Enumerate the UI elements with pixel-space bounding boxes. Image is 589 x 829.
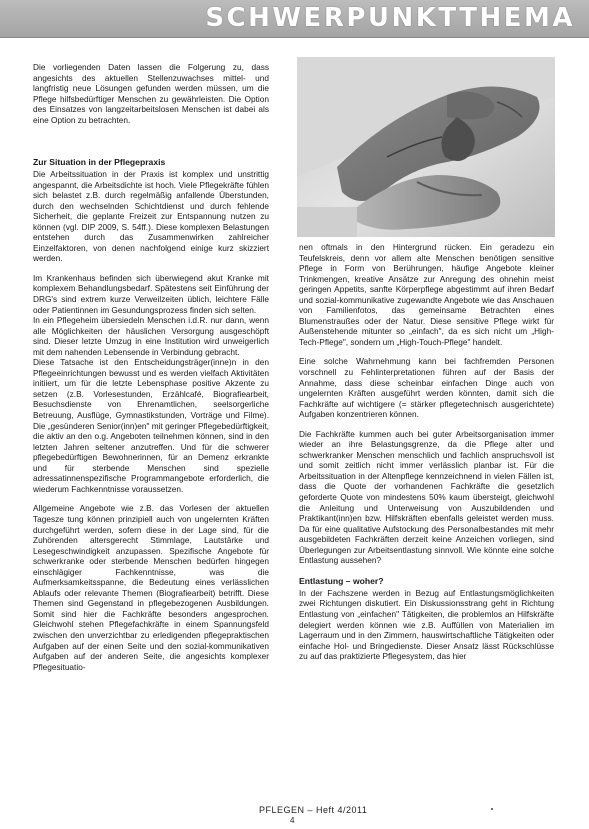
body-paragraph: In der Fachszene werden in Bezug auf Entlastungsmöglichkeiten zwei Richtungen diskutiert. Ein Diskussionsstrang geht in Richtung Entlastung von „einfachen" Tätigkeiten, die problemlos an Hilfskräfte delegiert werden können wie z.B. Auffüllen von Materialien im Lagerraum und in den Zimmern, hauswirtschaftliche Tätigkeiten oder einfache Hol- und Bringedienste. Dieser Ansatz lässt Rückschlüsse zu auf das praktizierte Pflegesystem, das hier: [299, 587, 554, 662]
body-paragraph: Die Fachkräfte kummen auch bei guter Arbeitsorganisation immer wieder an ihre Belastungsgrenze, da die Pflege alter und schwerkranker Menschen menschlich und fachlich anspruchsvoll ist und somit zeitlich nicht immer verlässlich planbar ist. Für die Arbeitssituation in der Altenpflege kennzeichnend in vielen Fällen ist, dass die Quote der vorhandenen Fachkräfte die gesetzlich geforderte Quote von mindestens 50% kaum übersteigt, gleichwohl die Anleitung und Unterweisung von Auszubildenden und Praktikant(inn)en bzw. Hilfskräften ebenfalls geleistet werden muss. Da für eine qualitative Aufstockung des Personalbestandes mit mehr ausgebildeten Fachkräften derzeit keine Anzeichen vorliegen, sind Überlegungen zur Arbeitsentlastung sinnvoll. Wie könnte eine solche Entlastung aussehen?: [299, 428, 554, 566]
body-paragraph: nen oftmals in den Hintergrund rücken. Ein geradezu ein Teufelskreis, denn vor allem alte Menschen benötigen sensitive Pflege in Form von Berührungen, häufige Angebote kleiner Trinkmengen, kreative Ansätze zur Anregung des ohnehin meist geringen Appetits, sanfte Körperpflege abgestimmt auf ihren Bedarf und sozial-kommunikative zugewandte Angebote wie das Anschauen von Familienfotos, das gemeinsame Betrachten eines Blumenstraußes oder der Natur. Diese sensitive Pflege wirkt für Außenstehende mitunter so „einfach", da es sich nicht um „High-Tech-Pflege", sondern um „High-Touch-Pflege" handelt.: [299, 242, 554, 347]
section-title: SCHWERPUNKTTHEMA: [205, 3, 575, 33]
body-paragraph: Diese Tatsache ist den Entscheidungsträger(inne)n in den Pflegeeinrichtungen bewusst und es werden vielfach Aktivitäten initiiert, um für die letzte Lebensphase positive Akzente zu setzen (z.B. Vorlesestunden, Erzählcafé, Biografiearbeit, Besuchsdienste von Ehrenamtlichen, seelsorgerliche Betreuung, Ausflüge, Gymnastikstunden, Vorträge und Filme). Die „gesünderen Senior(inn)en" mit geringer Pflegebedürftigkeit, die aktiv an den o.g. Angeboten teilnehmen können, sind in den letzten Jahren seltener anzutreffen. Und für die schwerer pflegebedürftigen Bewohnerinnen, für an Demenz erkrankte und für sterbende Menschen sind spezielle adressatinnenspezifische Programmangebote erforderlich, die wiederum Fachkenntnisse voraussetzen.: [33, 357, 269, 494]
intro-column: [33, 62, 269, 125]
body-paragraph: Im Krankenhaus befinden sich überwiegend akut Kranke mit komplexem Behandlungsbedarf. Spätestens seit Einführung der DRG's sind extrem kurze Verweilzeiten üblich, leichtere Fälle oder Patientinnen im Gesundungsprozess finden sich selten.: [33, 272, 269, 315]
hands-photo: [297, 57, 555, 237]
page-number: 4: [290, 816, 295, 825]
section-heading: Zur Situation in der Pflegepraxis: [33, 157, 166, 167]
scan-speck: [491, 808, 493, 810]
hands-photo-image: [297, 57, 555, 237]
header-banner: [0, 0, 589, 38]
body-paragraph: Die Arbeitssituation in der Praxis ist komplex und unstrittig angespannt, die Arbeitsdichte ist hoch. Viele Pflegekräfte fühlen sich belastet z.B. durch regelmäßig anfallende Überstunden, durch den wechselnden Schichtdienst und durch fehlende Sicherheit, die geplante Freizeit zur Entspannung nutzen zu können (vgl. DIP 2009, S. 54ff.). Diese komplexen Belastungen entstehen durch das Zusammenwirken zahlreicher Einzelfaktoren, von denen nachfolgend einige kurz skizziert werden.: [33, 169, 269, 264]
section-heading: Entlastung – woher?: [299, 575, 384, 586]
body-paragraph: Eine solche Wahrnehmung kann bei fachfremden Personen vorschnell zu Fehlinterpretationen führen auf der Basis der Annahme, dass diese scheinbar einfachen Dinge auch von ungelernten Kräften ausgeführt werden könnten, damit sich die Fachkräfte auf wichtigere (= stärker pflegetechnisch ausgerichtete) Aufgaben konzentrieren können.: [299, 356, 554, 420]
right-column: [299, 242, 554, 662]
intro-paragraph: Die vorliegenden Daten lassen die Folgerung zu, dass angesichts des aktuellen Stellenzuwachses mittel- und langfristig neue Lösungen gefunden werden müssen, um die Pflege hilfsbedürftiger Menschen zu gewährleisten. Die Option des Einsatzes von langzeitarbeitslosen Menschen ist dabei als eine Option zu betrachten.: [33, 62, 269, 125]
body-paragraph: In ein Pflegeheim übersiedeln Menschen i.d.R. nur dann, wenn alle Möglichkeiten der häuslichen Versorgung ausgeschöpft sind. Dieser letzte Umzug in eine Institution wird unweigerlich mit dem nahenden Lebensende in Verbindung gebracht.: [33, 315, 269, 357]
left-column: [33, 156, 269, 672]
body-paragraph: Allgemeine Angebote wie z.B. das Vorlesen der aktuellen Tagesze tung können prinzipiell auch von ungelernten Kräften durchgeführt werden, sofern diese in der Lage sind, für die Zuhörenden altersgerecht Stimmlage, Lautstärke und Lesegeschwindigkeit anzupassen. Spezifische Angebote für schwerkranke oder sterbende Menschen bedürfen hingegen einschlägiger Fachkenntnisse, was die Aufmerksamkeitsspanne, die Bedeutung eines verlässlichen Ablaufs oder relevante Themen (Biografiearbeit) betrifft. Diese Themen sind Gegenstand in pflegebezogenen Ausbildungen. Somit sind hier die Fachkräfte besonders angesprochen. Gleichwohl stehen Pflegefachkräfte in einem Spannungsfeld zwischen den unverzichtbar zu erledigenden pflegepraktischen Aufgaben auf der einen Seite und den sozial-kommunikativen Aufgaben auf der anderen Seite, die angesichts komplexer Pflegesituatio-: [33, 503, 269, 672]
footer-journal-title: PFLEGEN – Heft 4/2011: [259, 805, 368, 815]
